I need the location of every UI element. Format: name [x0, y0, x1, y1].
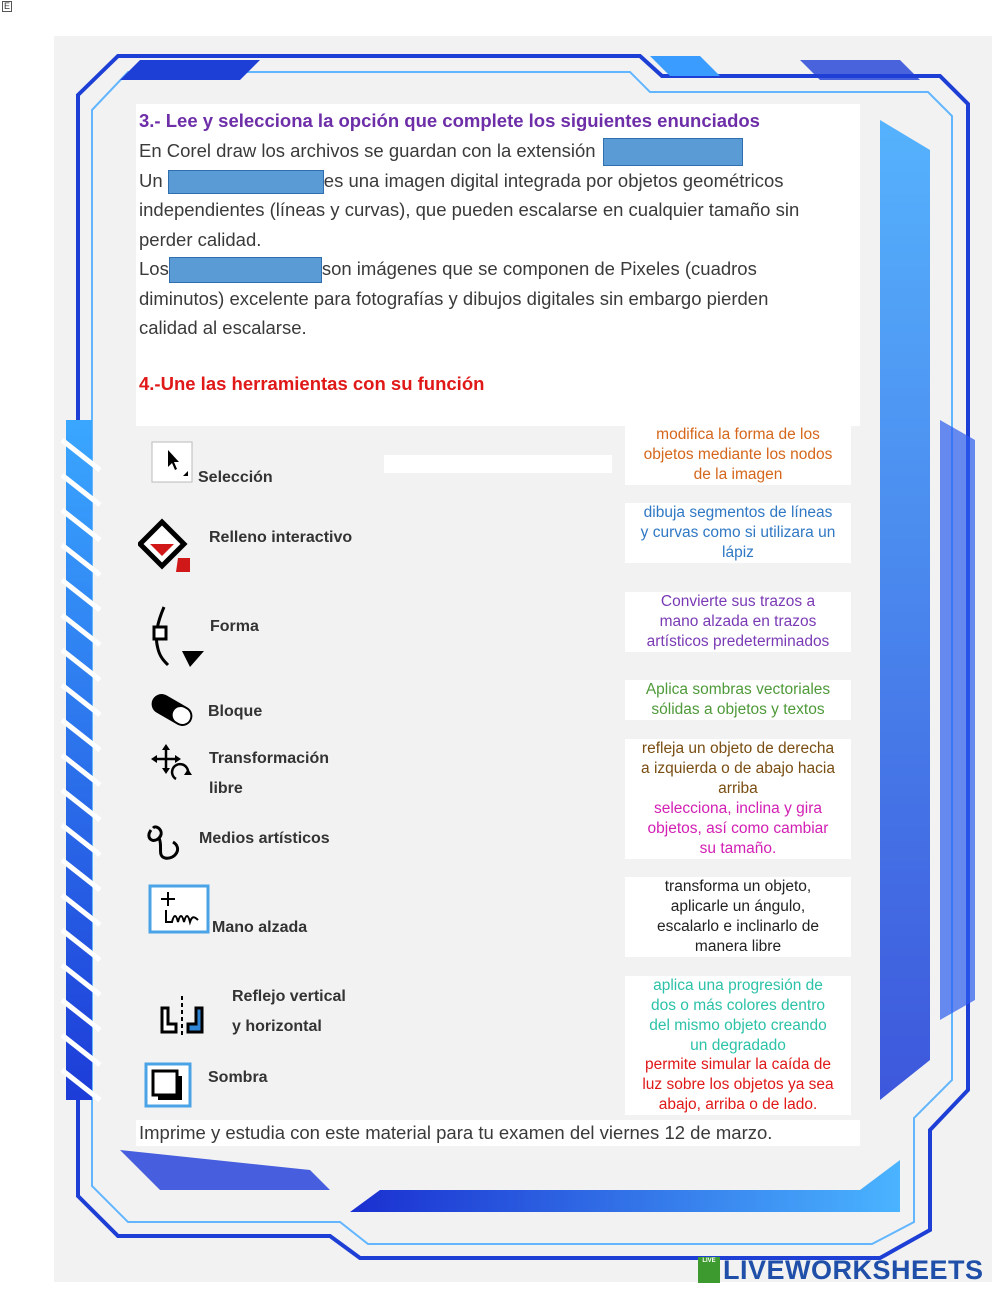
function-line: de la imagen [693, 466, 783, 483]
function-line: su tamaño. [699, 840, 777, 857]
function-line: Convierte sus trazos a [660, 593, 816, 610]
tool-label-medios: Medios artísticos [199, 830, 330, 847]
sentence-2-start: Un [139, 169, 163, 191]
sentence-1-text: En Corel draw los archivos se guardan con la extensión [139, 139, 596, 161]
pick-arrow-icon [150, 440, 194, 484]
tool-label-reflejo-2: y horizontal [232, 1018, 322, 1035]
tool-label-sombra: Sombra [208, 1069, 268, 1086]
function-line: selecciona, inclina y gira [653, 800, 822, 817]
tool-label-transformacion-2: libre [209, 780, 243, 797]
sentence-2 [139, 166, 869, 196]
free-transform-icon [150, 743, 196, 789]
function-line: a izquierda o de abajo hacia [641, 760, 835, 777]
section-4-title: 4.-Une las herramientas con su función [139, 373, 485, 394]
brand-logo [698, 1255, 984, 1285]
function-line: transforma un objeto, [664, 878, 812, 895]
function-line: refleja un objeto de derecha [641, 740, 835, 757]
function-line: lápiz [722, 544, 754, 561]
function-line: abajo, arriba o de lado. [658, 1096, 818, 1113]
sentence-3-line-3: calidad al escalarse. [139, 317, 307, 339]
tool-label-transformacion: Transformación [209, 750, 330, 767]
sentence-2-line-4: perder calidad. [139, 228, 262, 250]
function-item[interactable] [625, 592, 851, 652]
tool-label-bloque: Bloque [208, 703, 263, 720]
function-item[interactable] [625, 799, 851, 859]
freehand-icon [148, 884, 212, 936]
tool-label-mano: Mano alzada [212, 919, 308, 936]
mirror-icon [156, 994, 208, 1040]
tool-label-relleno: Relleno interactivo [209, 529, 353, 546]
brand-name: LIVEWORKSHEETS [723, 1254, 984, 1285]
match-drop-zone[interactable] [384, 455, 612, 473]
function-line: un degradado [690, 1037, 786, 1054]
left-stripes [62, 420, 100, 1100]
tool-label-reflejo: Reflejo vertical [232, 988, 346, 1005]
tool-label-seleccion: Selección [198, 469, 273, 486]
function-line: artísticos predeterminados [646, 633, 830, 650]
function-item[interactable] [625, 739, 851, 799]
footer-note: Imprime y estudia con este material para tu examen del viernes 12 de marzo. [136, 1120, 860, 1146]
function-line: modifica la forma de los [656, 426, 820, 443]
function-line: sólidas a objetos y textos [651, 701, 825, 718]
answer-dropdown-3[interactable] [169, 257, 322, 283]
corner-mark: E [4, 1, 11, 11]
sentence-2-line-3: independientes (líneas y curvas), que pueden escalarse en cualquier tamaño sin [139, 199, 800, 221]
sentence-1 [139, 136, 869, 166]
sentence-3-end: son imágenes que se componen de Pixeles (cuadros [321, 258, 757, 280]
function-item[interactable] [625, 877, 851, 957]
sentence-3-start: Los [139, 258, 169, 280]
block-eraser-icon [146, 690, 198, 730]
function-item[interactable] [625, 976, 851, 1056]
section-3-title: 3.- Lee y selecciona la opción que complete los siguientes enunciados [139, 110, 760, 131]
function-item[interactable] [625, 680, 851, 720]
tool-label-forma: Forma [210, 618, 259, 635]
function-line: luz sobre los objetos ya sea [642, 1076, 834, 1093]
shape-tool-icon [148, 605, 208, 669]
function-line: escalarlo e inclinarlo de [657, 918, 819, 935]
function-line: arriba [718, 780, 758, 797]
sentence-3 [139, 254, 869, 284]
function-item[interactable] [625, 425, 851, 485]
answer-dropdown-1[interactable] [603, 138, 743, 166]
function-line: manera libre [694, 938, 782, 955]
sentence-2-end: es una imagen digital integrada por objetos geométricos [323, 169, 784, 191]
function-item[interactable] [625, 503, 851, 563]
artistic-media-icon [143, 820, 185, 862]
function-line: dos o más colores dentro [650, 997, 826, 1014]
function-line: aplicarle un ángulo, [670, 898, 806, 915]
function-line: objetos, así como cambiar [647, 820, 829, 837]
answer-dropdown-2[interactable] [168, 170, 324, 194]
interactive-fill-icon [138, 518, 194, 574]
function-line: aplica una progresión de [653, 977, 823, 994]
function-line: y curvas como si utilizara un [640, 524, 836, 541]
sentence-3-line-2: diminutos) excelente para fotografías y dibujos digitales sin embargo pierden [139, 287, 769, 309]
function-line: objetos mediante los nodos [643, 446, 833, 463]
function-line: del mismo objeto creando [649, 1017, 827, 1034]
function-line: permite simular la caída de [644, 1056, 832, 1073]
function-line: mano alzada en trazos [659, 613, 817, 630]
function-line: Aplica sombras vectoriales [645, 681, 831, 698]
function-line: dibuja segmentos de líneas [643, 504, 833, 521]
section-3 [139, 106, 869, 343]
shadow-icon [144, 1062, 192, 1108]
brand-badge: LIVE [698, 1257, 720, 1283]
function-item[interactable] [625, 1055, 851, 1115]
